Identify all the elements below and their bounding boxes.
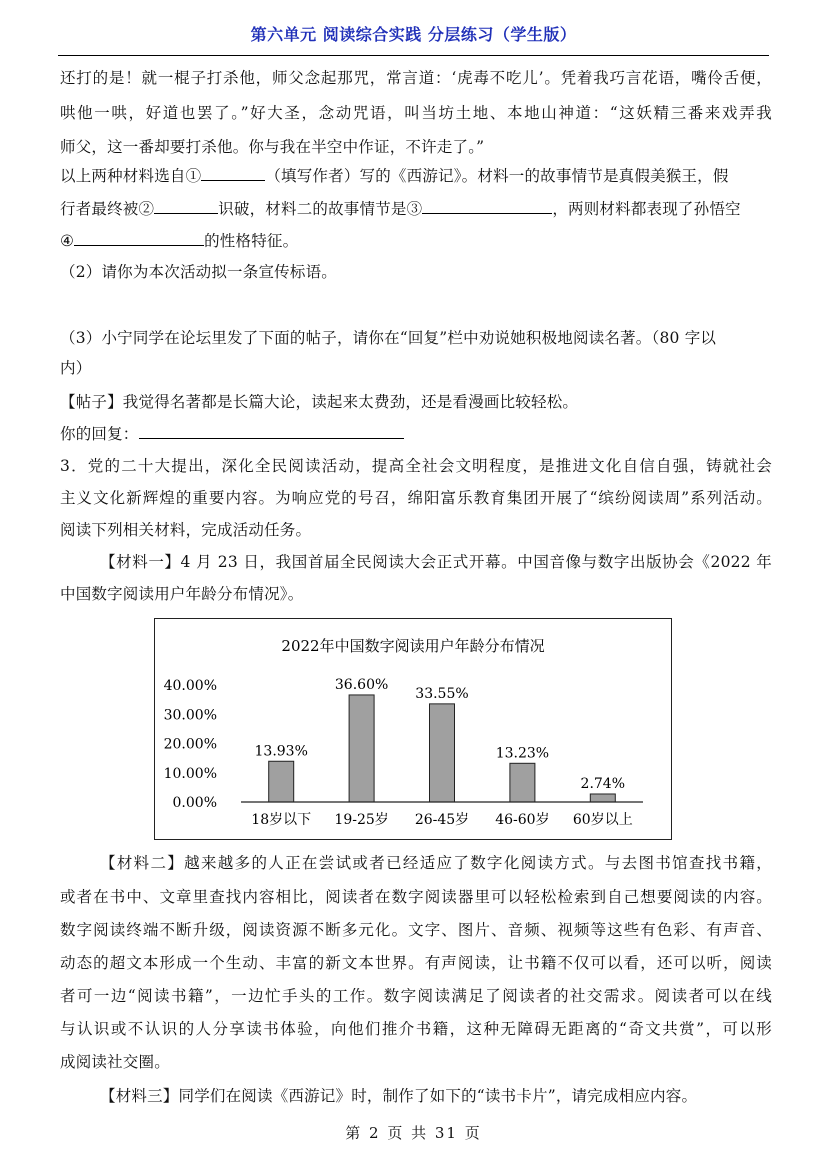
bar bbox=[590, 794, 615, 802]
bar-value-label: 13.23% bbox=[495, 745, 550, 762]
material3-line: 【材料三】同学们在阅读《西游记》时，制作了如下的“读书卡片”，请完成相应内容。 bbox=[100, 1087, 698, 1105]
material2-line: 【材料二】越来越多的人正在尝试或者已经适应了数字化阅读方式。与去图书馆查找书籍， bbox=[100, 854, 772, 872]
material1-line: 【材料一】4 月 23 日，我国首届全民阅读大会正式开幕。中国音像与数字出版协会《2022 年 bbox=[100, 553, 772, 571]
fill-question-line-1 bbox=[60, 166, 772, 186]
fill-text: （填写作者）写的《西游记》。材料一的故事情节是真假美猴王，假 bbox=[265, 167, 729, 185]
fill-question-line-3 bbox=[60, 231, 772, 251]
material2-line: 或者在书中、文章里查找内容相比，阅读者在数字阅读器里可以轻松检索到自己想要阅读的内容。 bbox=[60, 888, 772, 906]
bar-value-label: 13.93% bbox=[254, 743, 308, 760]
x-tick-label: 46-60岁 bbox=[495, 812, 550, 828]
page-header-title: 第六单元 阅读综合实践 分层练习（学生版） bbox=[250, 25, 577, 44]
fill-question-line-2 bbox=[60, 199, 772, 219]
x-tick-label: 26-45岁 bbox=[414, 812, 470, 828]
material1-line: 中国数字阅读用户年龄分布情况》。 bbox=[60, 585, 304, 603]
section3-line: 主义文化新辉煌的重要内容。为响应党的号召，绵阳富乐教育集团开展了“缤纷阅读周”系列活动。 bbox=[60, 489, 772, 507]
bar bbox=[269, 761, 294, 802]
fill-text: 行者最终被② bbox=[60, 200, 155, 218]
x-tick-label: 18岁以下 bbox=[251, 812, 312, 828]
y-tick-label: 10.00% bbox=[163, 765, 217, 782]
fill-text: 识破，材料二的故事情节是③ bbox=[218, 200, 423, 218]
reply-label: 你的回复： bbox=[60, 425, 139, 443]
bar-value-label: 33.55% bbox=[415, 685, 469, 702]
bar-value-label: 2.74% bbox=[580, 775, 626, 792]
material2-line: 成阅读社交圈。 bbox=[60, 1053, 170, 1071]
fill-text: 的性格特征。 bbox=[204, 232, 299, 250]
chart-title: 2022年中国数字阅读用户年龄分布情况 bbox=[281, 637, 545, 655]
passage-line: 师父，这一番却要打杀他。你与我在半空中作证，不许走了。” bbox=[60, 138, 485, 156]
blank-3-plot[interactable] bbox=[422, 199, 552, 214]
material2-line: 者可一边“阅读书籍”，一边忙手头的工作。数字阅读满足了阅读者的社交需求。阅读者可以在线 bbox=[60, 987, 772, 1005]
age-distribution-chart bbox=[154, 618, 672, 840]
reply-blank[interactable] bbox=[139, 424, 404, 439]
bar-value-label: 36.60% bbox=[334, 676, 389, 693]
x-tick-label: 60岁以上 bbox=[572, 812, 633, 828]
chart-canvas bbox=[155, 619, 670, 838]
forum-post: 【帖子】我觉得名著都是长篇大论，读起来太费劲，还是看漫画比较轻松。 bbox=[60, 393, 579, 411]
x-tick-label: 19-25岁 bbox=[334, 812, 389, 828]
blank-2-identifier[interactable] bbox=[154, 199, 218, 214]
question-3-cont: 内） bbox=[60, 359, 92, 377]
y-tick-label: 20.00% bbox=[163, 736, 217, 753]
fill-text: 以上两种材料选自① bbox=[60, 167, 202, 185]
question-3: （3）小宁同学在论坛里发了下面的帖子，请你在“回复”栏中劝说她积极地阅读名著。（80 字以 bbox=[60, 329, 717, 347]
header-divider bbox=[58, 55, 769, 56]
section3-line: 3．党的二十大提出，深化全民阅读活动，提高全社会文明程度，是推进文化自信自强，铸就社会 bbox=[60, 457, 772, 475]
y-tick-label: 0.00% bbox=[172, 795, 217, 811]
fill-text: ，两则材料都表现了孙悟空 bbox=[552, 200, 741, 218]
material2-line: 与认识或不认识的人分享读书体验，向他们推介书籍，这种无障碍无距离的“奇文共赏”，可以形 bbox=[60, 1020, 772, 1038]
blank-4-trait[interactable] bbox=[74, 231, 204, 246]
bar bbox=[430, 704, 455, 802]
material2-line: 动态的超文本形成一个生动、丰富的新文本世界。有声阅读，让书籍不仅可以看，还可以听，阅读 bbox=[60, 954, 772, 972]
fill-text: ④ bbox=[60, 232, 75, 250]
passage-line: 哄他一哄，好道也罢了。”好大圣，念动咒语，叫当坊土地、本地山神道：“这妖精三番来戏弄我 bbox=[60, 104, 772, 122]
y-tick-label: 40.00% bbox=[163, 678, 217, 694]
y-tick-label: 30.00% bbox=[163, 707, 217, 724]
section3-line: 阅读下列相关材料，完成活动任务。 bbox=[60, 521, 312, 539]
page-number: 第 2 页 共 31 页 bbox=[345, 1124, 482, 1142]
reply-line bbox=[60, 424, 772, 444]
question-2: （2）请你为本次活动拟一条宣传标语。 bbox=[60, 263, 337, 281]
passage-line: 还打的是！就一棍子打杀他，师父念起那咒，常言道：‘虎毒不吃儿’。凭着我巧言花语，嘴伶舌便， bbox=[60, 69, 772, 87]
bar bbox=[510, 763, 535, 802]
blank-1-author[interactable] bbox=[201, 166, 265, 181]
material2-line: 数字阅读终端不断升级，阅读资源不断多元化。文字、图片、音频、视频等这些有色彩、有声音、 bbox=[60, 921, 772, 939]
bar bbox=[349, 695, 374, 802]
